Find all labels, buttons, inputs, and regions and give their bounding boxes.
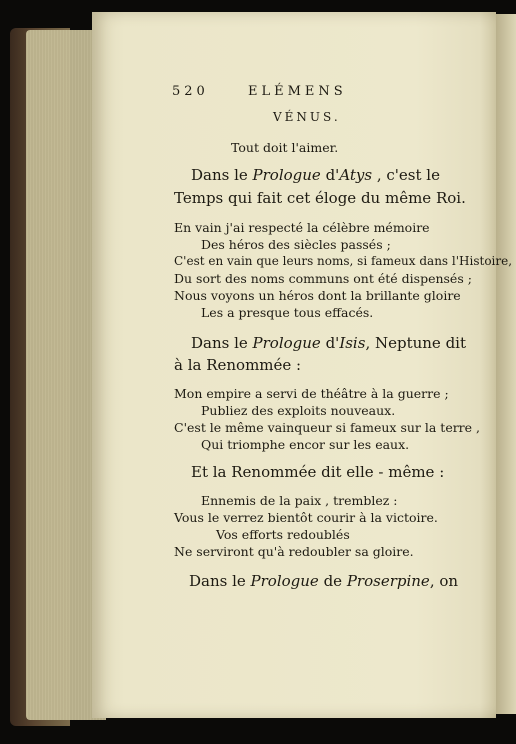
verse-line: Ne serviront qu'à redoubler sa gloire. bbox=[174, 544, 414, 559]
prose-line: Dans le Prologue d'Isis, Neptune dit bbox=[191, 334, 466, 352]
verse-line: En vain j'ai respecté la célèbre mémoire bbox=[174, 220, 430, 235]
verse-line: Mon empire a servi de théâtre à la guerre ; bbox=[174, 386, 449, 401]
verse-line: Du sort des noms communs ont été dispensés ; bbox=[174, 271, 472, 286]
verse-line: Vos efforts redoublés bbox=[216, 527, 350, 542]
verse-line: Publiez des exploits nouveaux. bbox=[201, 403, 396, 418]
verse-line: C'est en vain que leurs noms, si fameux dans l'Histoire, bbox=[174, 254, 513, 268]
verse-line: Nous voyons un héros dont la brillante gloire bbox=[174, 288, 461, 303]
prose-line: Dans le Prologue de Proserpine, on bbox=[189, 572, 459, 590]
page-number: 520 bbox=[172, 84, 209, 99]
verse-line: Qui triomphe encor sur les eaux. bbox=[201, 437, 410, 452]
prose-line: Temps qui fait cet éloge du même Roi. bbox=[174, 189, 466, 207]
running-title: ELÉMENS bbox=[248, 84, 347, 99]
next-page-edge bbox=[496, 14, 516, 714]
section-title: VÉNUS. bbox=[273, 110, 341, 124]
verse-line: Des héros des siècles passés ; bbox=[201, 237, 391, 252]
text-line: Tout doit l'aimer. bbox=[231, 140, 339, 155]
verse-line: C'est le même vainqueur si fameux sur la terre , bbox=[174, 420, 481, 435]
prose-line: Dans le Prologue d'Atys , c'est le bbox=[191, 166, 440, 184]
prose-line: à la Renommée : bbox=[174, 356, 302, 374]
verse-line: Ennemis de la paix , tremblez : bbox=[201, 493, 398, 508]
verse-line: Les a presque tous effacés. bbox=[201, 305, 374, 320]
prose-line: Et la Renommée dit elle - même : bbox=[191, 463, 445, 481]
verse-line: Vous le verrez bientôt courir à la victoire. bbox=[174, 510, 438, 525]
